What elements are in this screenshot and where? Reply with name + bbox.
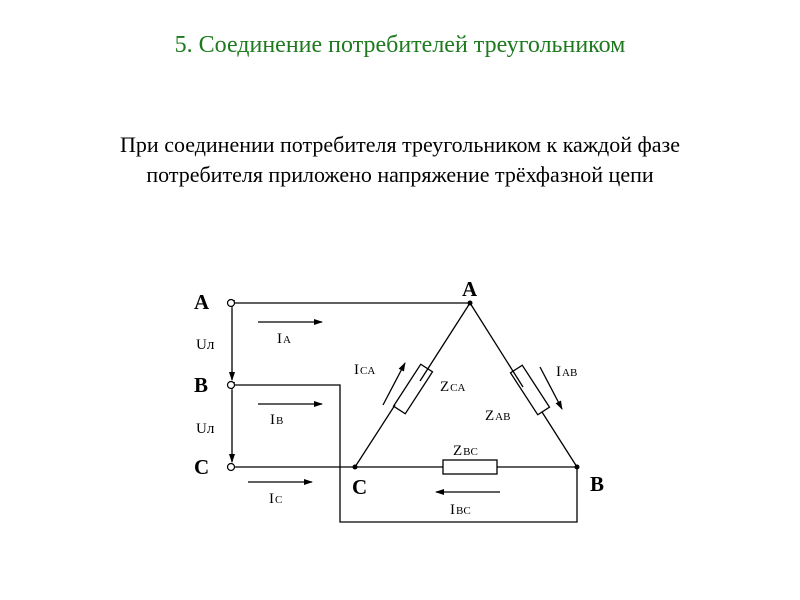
impedance-label-zca: ZCA (440, 379, 466, 395)
side-ab-wire-upper (470, 303, 523, 387)
current-label-ica: ICA (354, 362, 376, 378)
junction-a (468, 301, 473, 306)
terminal-a-label: A (194, 290, 210, 314)
body-line-2: потребителя приложено напряжение трёхфазной цепи (146, 162, 654, 187)
line-b-wire (234, 385, 577, 522)
side-ab-wire-lower (542, 412, 577, 467)
terminal-b (228, 382, 235, 389)
terminal-c-label: C (194, 455, 210, 479)
node-c-label: C (352, 475, 368, 499)
current-arrow-ica (383, 363, 405, 405)
terminal-b-label: B (194, 373, 209, 397)
line-voltage-label-ab: Uл (196, 337, 215, 353)
node-b-label: B (590, 472, 605, 496)
impedance-label-zab: ZAB (485, 408, 511, 424)
line-voltage-label-bc: Uл (196, 421, 215, 437)
junction-b (575, 465, 580, 470)
node-a-label: A (462, 277, 478, 301)
slide-title: 5. Соединение потребителей треугольником (174, 32, 626, 58)
impedance-label-zbc: ZBC (453, 443, 478, 459)
impedance-zbc (443, 460, 497, 474)
current-label-ib: IB (270, 412, 284, 428)
side-ca-wire-lower (355, 405, 395, 467)
terminal-c (228, 464, 235, 471)
current-label-ic: IC (269, 491, 283, 507)
junction-c (353, 465, 358, 470)
current-label-iab: IAB (556, 364, 578, 380)
body-line-1: При соединении потребителя треугольником к каждой фазе (120, 132, 680, 157)
current-label-ia: IA (277, 331, 291, 347)
current-label-ibc: IBC (450, 502, 471, 518)
terminal-a (228, 300, 235, 307)
